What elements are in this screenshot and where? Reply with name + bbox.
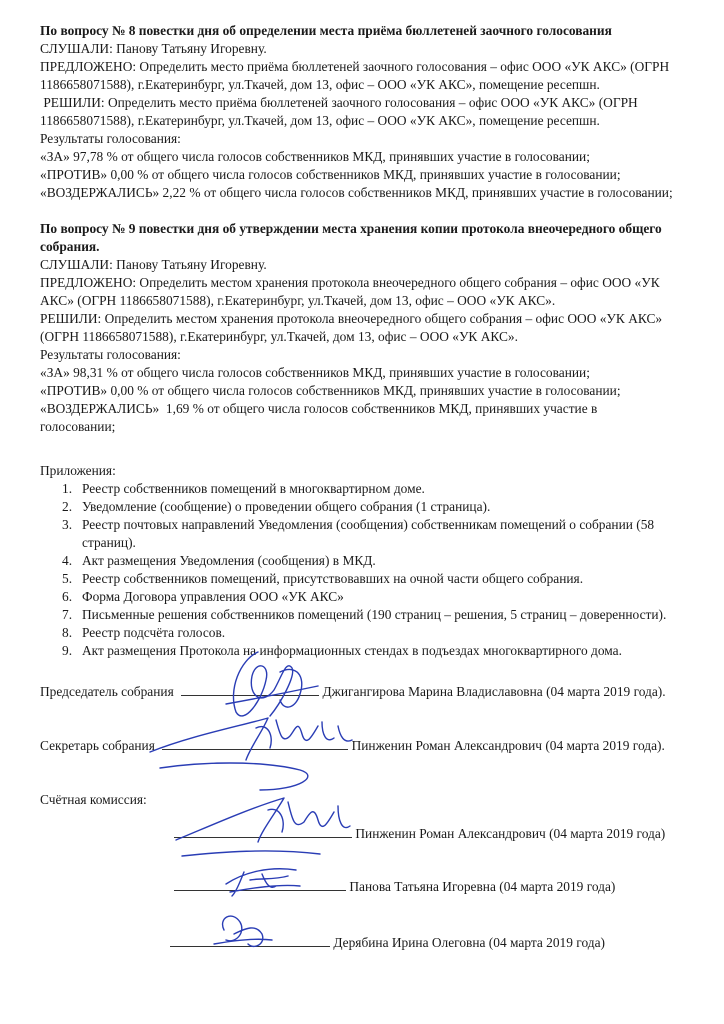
chair-signature-row <box>40 683 666 701</box>
list-item: 6. Форма Договора управления ООО «УК АКС» <box>62 589 344 604</box>
question-9-decided-line-1: РЕШИЛИ: Определить местом хранения протокола внеочередного общего собрания – офис ООО «УК АКС» <box>40 311 663 326</box>
question-9-heading-line-1: По вопросу № 9 повестки дня об утверждении места хранения копии протокола внеочередного общего <box>40 221 662 236</box>
secretary-role: Секретарь собрания <box>40 738 155 753</box>
commission-label: Счётная комиссия: <box>40 792 147 807</box>
chair-role: Председатель собрания <box>40 684 174 699</box>
question-9-results-label: Результаты голосования: <box>40 347 181 362</box>
question-9-proposed-line-1: ПРЕДЛОЖЕНО: Определить местом хранения протокола внеочередного общего собрания – офис ООО «УК <box>40 275 660 290</box>
list-item: 8. Реестр подсчёта голосов. <box>62 625 226 640</box>
question-9-heard: СЛУШАЛИ: Панову Татьяну Игоревну. <box>40 257 267 272</box>
commission-member-1-name: Пинженин Роман Александрович (04 марта 2019 года) <box>355 826 666 841</box>
list-item: 7. Письменные решения собственников помещений (190 страниц – решения, 5 страниц – доверенности). <box>62 607 667 622</box>
question-8-heard: СЛУШАЛИ: Панову Татьяну Игоревну. <box>40 41 267 56</box>
question-8-vote-abstain: «ВОЗДЕРЖАЛИСЬ» 2,22 % от общего числа голосов собственников МКД, принявших участие в голосовании; <box>40 185 673 200</box>
question-8-heading: По вопросу № 8 повестки дня об определении места приёма бюллетеней заочного голосования <box>40 23 612 38</box>
commission-member-1-row <box>174 825 665 843</box>
question-9-vote-against: «ПРОТИВ» 0,00 % от общего числа голосов собственников МКД, принявших участие в голосовании; <box>40 383 621 398</box>
secretary-signature-row <box>40 737 665 755</box>
signature-line <box>162 737 348 750</box>
question-8-proposed-line-2: 1186658071588), г.Екатеринбург, ул.Ткачей, дом 13, офис – ООО «УК АКС», помещение ресепшн. <box>40 77 600 92</box>
commission-member-2-row <box>174 878 615 896</box>
question-8-vote-against: «ПРОТИВ» 0,00 % от общего числа голосов собственников МКД, принявших участие в голосовании; <box>40 167 621 182</box>
signature-line <box>174 878 346 891</box>
question-9-vote-for: «ЗА» 98,31 % от общего числа голосов собственников МКД, принявших участие в голосовании; <box>40 365 590 380</box>
list-item: 2. Уведомление (сообщение) о проведении общего собрания (1 страница). <box>62 499 491 514</box>
question-8-vote-for: «ЗА» 97,78 % от общего числа голосов собственников МКД, принявших участие в голосовании; <box>40 149 590 164</box>
question-8-decided-line-2: 1186658071588), г.Екатеринбург, ул.Ткачей, дом 13, офис – ООО «УК АКС», помещение ресепшн. <box>40 113 600 128</box>
question-8-proposed-line-1: ПРЕДЛОЖЕНО: Определить место приёма бюллетеней заочного голосования – офис ООО «УК АКС» (ОГРН <box>40 59 670 74</box>
list-item: 1. Реестр собственников помещений в многоквартирном доме. <box>62 481 425 496</box>
list-item: 4. Акт размещения Уведомления (сообщения) в МКД. <box>62 553 376 568</box>
commission-member-3-name: Дерябина Ирина Олеговна (04 марта 2019 года) <box>333 935 605 950</box>
question-8-decided-line-1: РЕШИЛИ: Определить место приёма бюллетеней заочного голосования – офис ООО «УК АКС» (ОГРН <box>40 95 638 110</box>
question-9-vote-abstain-line-2: голосовании; <box>40 419 116 434</box>
signature-line <box>174 825 352 838</box>
question-9-proposed-line-2: АКС» (ОГРН 1186658071588), г.Екатеринбург, ул.Ткачей, дом 13, офис – ООО «УК АКС». <box>40 293 556 308</box>
commission-member-3-row <box>170 934 605 952</box>
signature-line <box>181 683 319 696</box>
list-item: 3. Реестр почтовых направлений Уведомления (сообщения) собственникам помещений о собрании (58 страниц). <box>62 517 655 550</box>
list-item: 9. Акт размещения Протокола на информационных стендах в подъездах многоквартирного дома. <box>62 643 622 658</box>
list-item: 5. Реестр собственников помещений, присутствовавших на очной части общего собрания. <box>62 571 584 586</box>
question-9-vote-abstain-line-1: «ВОЗДЕРЖАЛИСЬ» 1,69 % от общего числа голосов собственников МКД, принявших участие в <box>40 401 598 416</box>
signature-line <box>170 934 330 947</box>
appendices-label: Приложения: <box>40 463 116 478</box>
question-9-heading-line-2: собрания. <box>40 239 100 254</box>
secretary-name: Пинженин Роман Александрович (04 марта 2019 года). <box>351 738 665 753</box>
question-9-decided-line-2: (ОГРН 1186658071588), г.Екатеринбург, ул.Ткачей, дом 13, офис – ООО «УК АКС». <box>40 329 518 344</box>
chair-name: Джигангирова Марина Владиславовна (04 марта 2019 года). <box>322 684 666 699</box>
question-8-results-label: Результаты голосования: <box>40 131 181 146</box>
commission-member-2-name: Панова Татьяна Игоревна (04 марта 2019 года) <box>349 879 616 894</box>
